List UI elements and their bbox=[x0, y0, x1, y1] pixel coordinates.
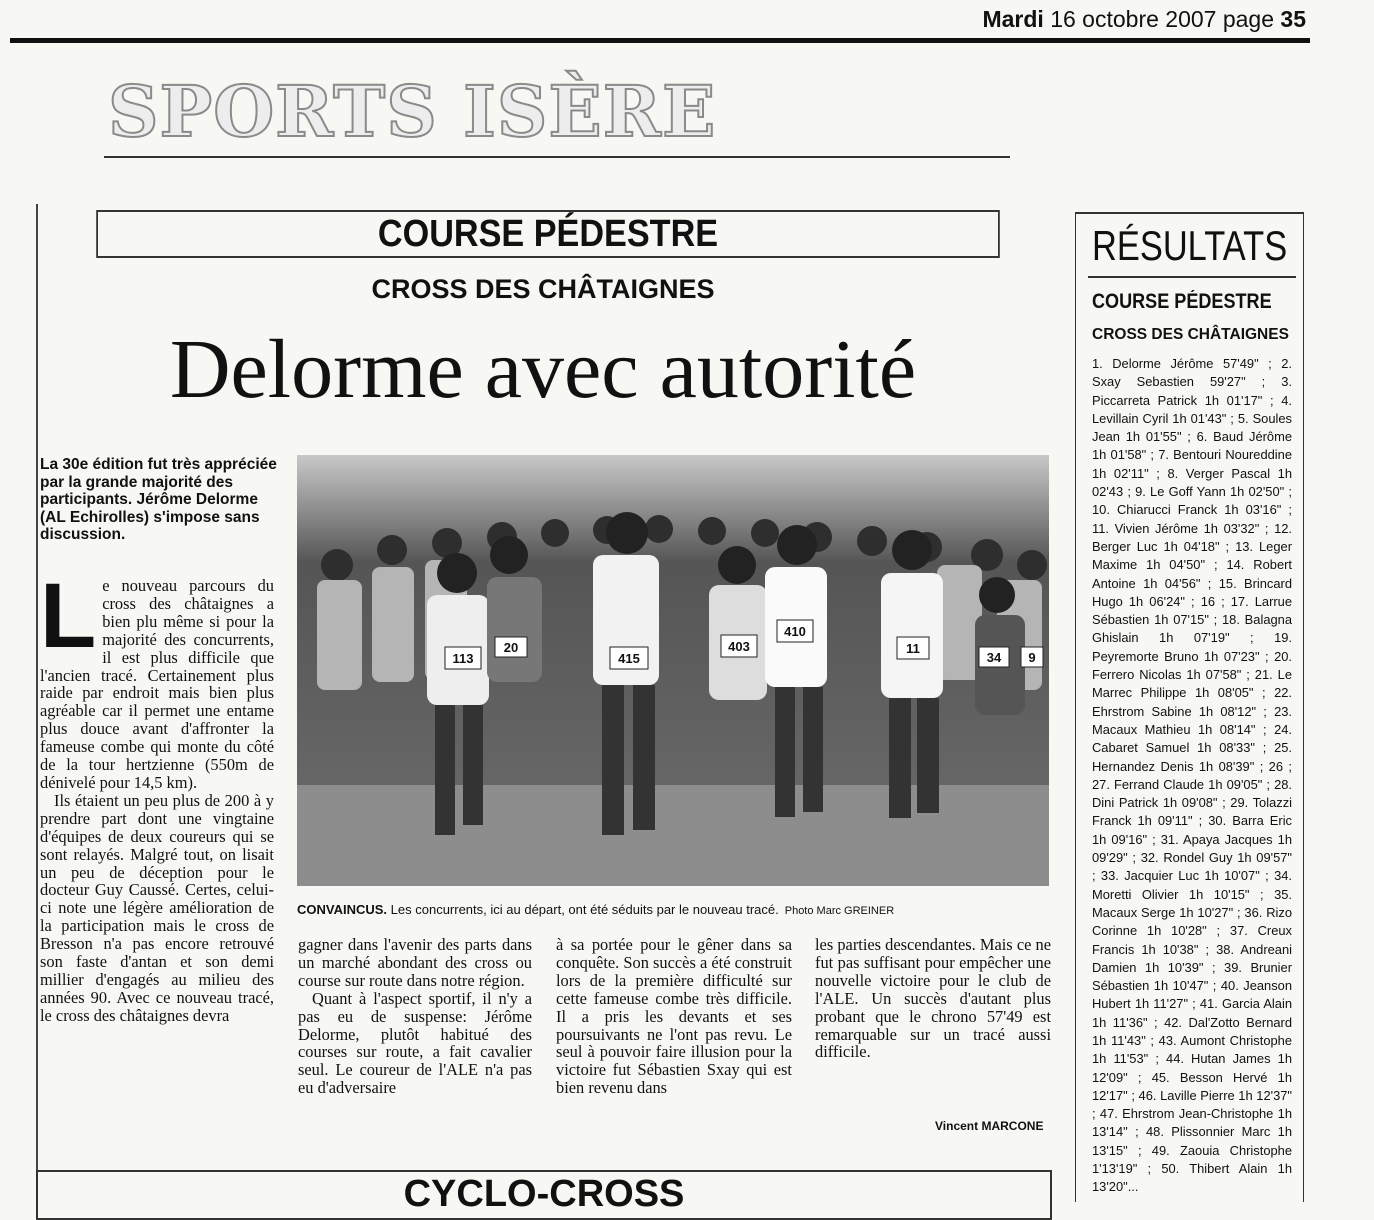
photo-caption bbox=[297, 902, 1057, 917]
paragraph-col3: à sa portée pour le gêner dans sa conquête. Son succès a été construit lors de la première difficulté sur cette fameuse combe très difficile. Il a pris les devants et ses poursuivants ne l'ont pas revu. Le seul à pouvoir faire illusion pour la victoire fut Sébastien Sxay qui est bien revenu dans bbox=[556, 935, 792, 1098]
article-kicker: COURSE PÉDESTRE bbox=[96, 210, 1000, 258]
photo-credit: Photo Marc GREINER bbox=[784, 905, 895, 917]
article-column-2 bbox=[298, 936, 532, 1097]
results-title: RÉSULTATS bbox=[1092, 222, 1288, 269]
results-kicker: COURSE PÉDESTRE bbox=[1092, 290, 1272, 313]
caption-lead: CONVAINCUS. bbox=[297, 902, 388, 917]
date-line bbox=[982, 6, 1306, 33]
race-photo bbox=[297, 455, 1049, 886]
article-author bbox=[935, 1119, 1043, 1133]
date-day: Mardi bbox=[982, 6, 1044, 32]
article-column-1 bbox=[40, 565, 274, 1025]
bib-number: 9 bbox=[1028, 650, 1036, 665]
bib-number: 11 bbox=[906, 641, 920, 656]
author-first-name: Vincent bbox=[935, 1119, 979, 1133]
results-rule bbox=[1088, 276, 1296, 278]
article-subkicker: CROSS DES CHÂTAIGNES bbox=[371, 274, 715, 304]
next-article-kicker: CYCLO-CROSS bbox=[36, 1170, 1052, 1220]
header-rule bbox=[10, 38, 1310, 43]
results-list: 1. Delorme Jérôme 57'49" ; 2. Sxay Sebastien 59'27" ; 3. Piccarreta Patrick 1h 01'17" ; 4. Levillain Cyril 1h 01'43" ; 5. Soules Jean 1h 01'55" ; 6. Baud Jérôme 1h 01'58" ; 7. Bentouri Noureddine 1h 02'11" ; 8. Verger Pascal 1h 02'43 ; 9. Le Goff Yann 1h 02'50" ; 10. Chiarucci Franck 1h 03'16" ; 11. Vivien Jérôme 1h 03'32" ; 12. Berger Luc 1h 04'18" ; 13. Leger Maxime 1h 04'50" ; 14. Robert Antoine 1h 04'56" ; 15. Brincard Hugo 1h 06'24" ; 16 ; 17. Larrue Sébastien 1h 07'15" ; 18. Balagna Ghislain 1h 07'19" ; 19. Peyremorte Bruno 1h 07'23" ; 20. Ferrero Nicolas 1h 07'58" ; 21. Le Marrec Philippe 1h 08'05" ; 22. Ehrstrom Sabine 1h 08'12" ; 23. Macaux Mathieu 1h 08'14" ; 24. Cabaret Samuel 1h 08'33" ; 25. Hernandez Denis 1h 08'39" ; 26 ; 27. Ferrand Claude 1h 09'05" ; 28. Dini Patrick 1h 09'08" ; 29. Tolazzi Franck 1h 09'11" ; 30. Barra Eric 1h 09'16" ; 31. Apaya Jacques 1h 09'29" ; 32. Rondel Guy 1h 09'57" ; 33. Jacquier Luc 1h 10'07" ; 34. Moretti Olivier 1h 10'15" ; 35. Macaux Serge 1h 10'27" ; 36. Rizo Corinne 1h 10'28" ; 37. Creux Francis 1h 10'38" ; 38. Andreani Damien 1h 10'39" ; 39. Brunier Sébastien 1h 10'47" ; 40. Jeanson Hubert 1h 11'27" ; 41. Garcia Alain 1h 11'36" ; 42. Dal'Zotto Bernard 1h 11'43" ; 43. Aumont Christophe 1h 11'53" ; 44. Hutan James 1h 12'09" ; 45. Besson Hervé 1h 12'17" ; 46. Laville Pierre 1h 12'37" ; 47. Ehrstrom Jean-Christophe 1h 13'14" ; 48. Plissonnier Marc 1h 13'15" ; 49. Zaouia Christophe 1'13'19" ; 50. Thibert Alain 1h 13'20"... bbox=[1092, 356, 1292, 1195]
article-column-4 bbox=[815, 936, 1051, 1061]
bib-number: 403 bbox=[728, 639, 750, 654]
section-title: SPORTS ISÈRE bbox=[108, 70, 717, 153]
runners-illustration bbox=[297, 455, 1049, 886]
paragraph-1-text: e nouveau parcours du cross des châtaignes a bien plu même si pour la majorité des concurrents, il est plus difficile que l'ancien tracé. Certainement plus raide par endroit mais bien plus agréable car il permet une entame plus douce avant d'affronter la fameuse combe qui monte du côté de la tour hertzienne (550m de dénivelé pour 14,5 km). bbox=[40, 576, 274, 792]
date-text: 16 octobre 2007 bbox=[1050, 6, 1217, 32]
page-number: 35 bbox=[1280, 6, 1306, 32]
paragraph-3: Quant à l'aspect sportif, il n'y a pas eu de suspense: Jérôme Delorme, plutôt habitué des courses sur route, a fait cavalier seul. Le coureur de l'ALE n'a pas eu d'adversaire bbox=[298, 988, 532, 1098]
article-column-3 bbox=[556, 936, 792, 1097]
page-label: page bbox=[1222, 6, 1275, 32]
caption-text: Les concurrents, ici au départ, ont été séduits par le nouveau tracé. bbox=[387, 902, 779, 917]
bib-number: 20 bbox=[503, 640, 519, 655]
author-last-name: MARCONE bbox=[981, 1119, 1044, 1133]
paragraph-2: Ils étaient un peu plus de 200 à y prendre part dont une vingtaine d'équipes de deux coureurs qui se sont relayés. Malgré tout, on lisait un peu de déception pour le docteur Guy Caussé. Certes, celui-ci note une légère amélioration de la participation mais le cross de Bresson n'a pas encore retrouvé son faste d'antan et son demi millier d'engagés au milieu des années 90. Avec ce nouveau tracé, le cross des châtaignes devra bbox=[40, 790, 274, 1025]
section-rule bbox=[104, 156, 1010, 158]
sidebar-rule-top bbox=[1075, 212, 1304, 214]
paragraph-1 bbox=[40, 565, 274, 792]
sidebar-rule-right bbox=[1303, 212, 1304, 1202]
bib-number: 410 bbox=[784, 624, 806, 639]
dropcap: L bbox=[40, 565, 97, 667]
article-headline: Delorme avec autorité bbox=[169, 323, 917, 416]
bib-number: 415 bbox=[618, 651, 640, 666]
sidebar-rule-left bbox=[1075, 212, 1076, 1202]
bib-number: 34 bbox=[986, 650, 1002, 665]
paragraph-col4: les parties descendantes. Mais ce ne fut pas suffisant pour empêcher une nouvelle victoire pour le club de l'ALE. Un succès d'autant plus probant que le chrono 57'49 est remarquable sur un tracé aussi difficile. bbox=[815, 935, 1051, 1062]
bib-number: 113 bbox=[452, 651, 474, 666]
paragraph-col2: gagner dans l'avenir des parts dans un marché abondant des cross ou course sur route dans notre région. bbox=[298, 935, 532, 990]
results-subkicker: CROSS DES CHÂTAIGNES bbox=[1092, 326, 1289, 343]
article-lead: La 30e édition fut très appréciée par la grande majorité des participants. Jérôme Delorme (AL Echirolles) s'impose sans discussion. bbox=[40, 456, 277, 543]
